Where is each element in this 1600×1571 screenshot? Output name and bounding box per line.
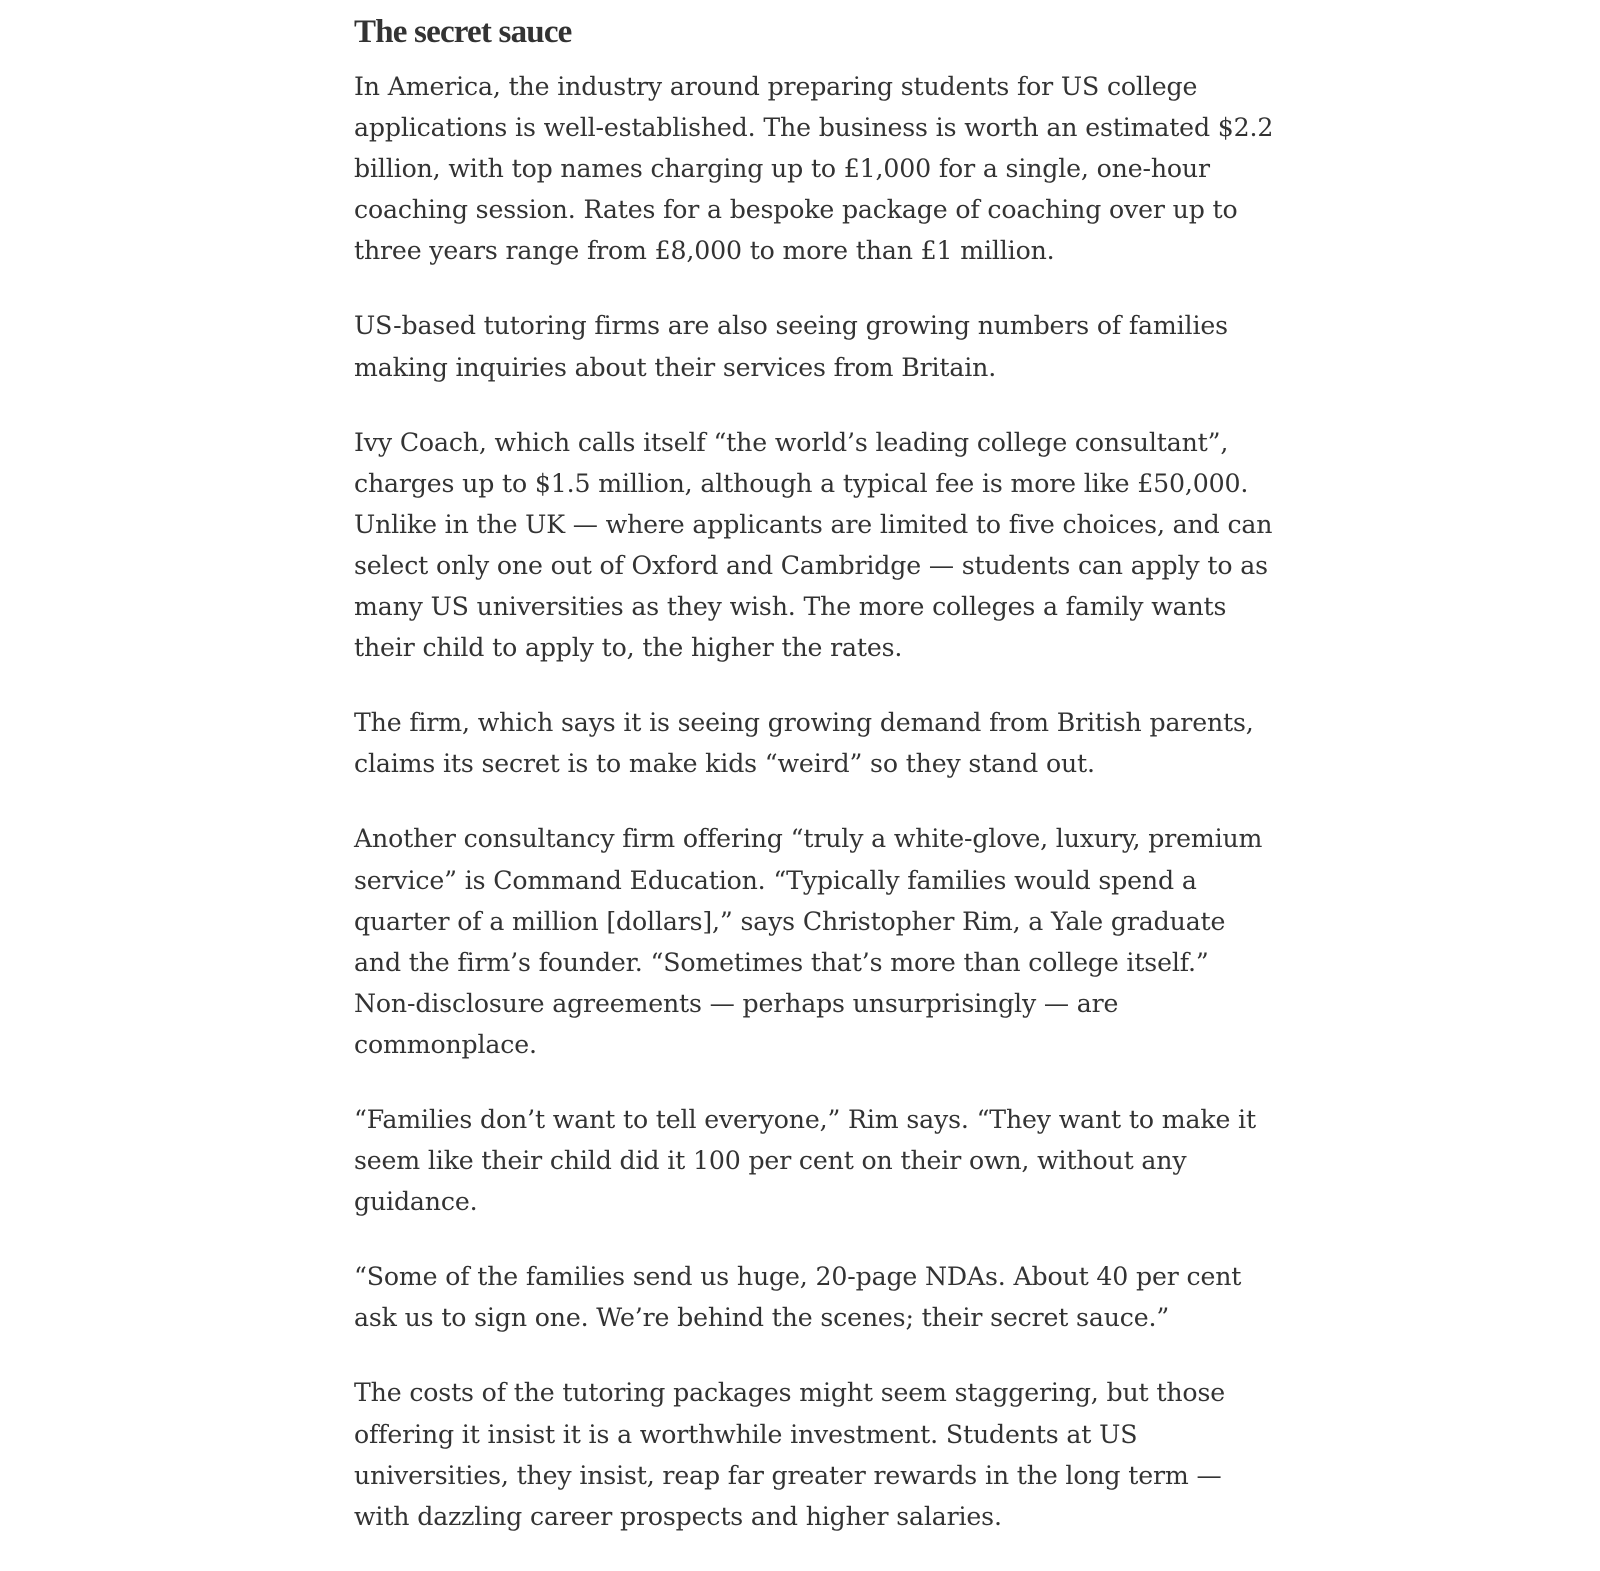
paragraph-families-quote: “Families don’t want to tell everyone,” Rim says. “They want to make it seem like their child did it 100 per cent on their own, without any guidance. <box>354 1104 1256 1217</box>
paragraph-firm-weird: The firm, which says it is seeing growing demand from British parents, claims its secret is to make kids “weird” so they stand out. <box>354 708 1254 779</box>
paragraph-costs: The costs of the tutoring packages might seem staggering, but those offering it insist it is a worthwhile investment. Students at US universities, they insist, reap far greater rewards in the long term — with dazzling career prospects and higher salaries. <box>354 1378 1225 1531</box>
paragraph-command-education: Another consultancy firm offering “truly a white-glove, luxury, premium service” is Command Education. “Typically families would spend a quarter of a million [dollars],” says Christopher Rim, a Yale graduate and the firm’s founder. “Sometimes that’s more than college itself.” Non-disclosure agreements — perhaps unsurprisingly — are commonplace. <box>354 824 1263 1059</box>
paragraph-us-tutoring-firms: US-based tutoring firms are also seeing growing numbers of families making inquiries about their services from Britain. <box>354 311 1228 382</box>
article-body <box>354 10 1274 1571</box>
section-heading: The secret sauce <box>354 14 572 50</box>
paragraph-america-industry: In America, the industry around preparing students for US college applications is well-established. The business is worth an estimated $2.2 billion, with top names charging up to £1,000 for a single, one-hour coaching session. Rates for a bespoke package of coaching over up to three years range from £8,000 to more than £1 million. <box>354 72 1274 266</box>
paragraph-ndas-quote: “Some of the families send us huge, 20-page NDAs. About 40 per cent ask us to sign one. We’re behind the scenes; their secret sauce.” <box>354 1262 1242 1333</box>
paragraph-ivy-coach: Ivy Coach, which calls itself “the world’s leading college consultant”, charges up to $1.5 million, although a typical fee is more like £50,000. Unlike in the UK — where applicants are limited to five choices, and can select only one out of Oxford and Cambridge — students can apply to as many US universities as they wish. The more colleges a family wants their child to apply to, the higher the rates. <box>354 427 1273 663</box>
